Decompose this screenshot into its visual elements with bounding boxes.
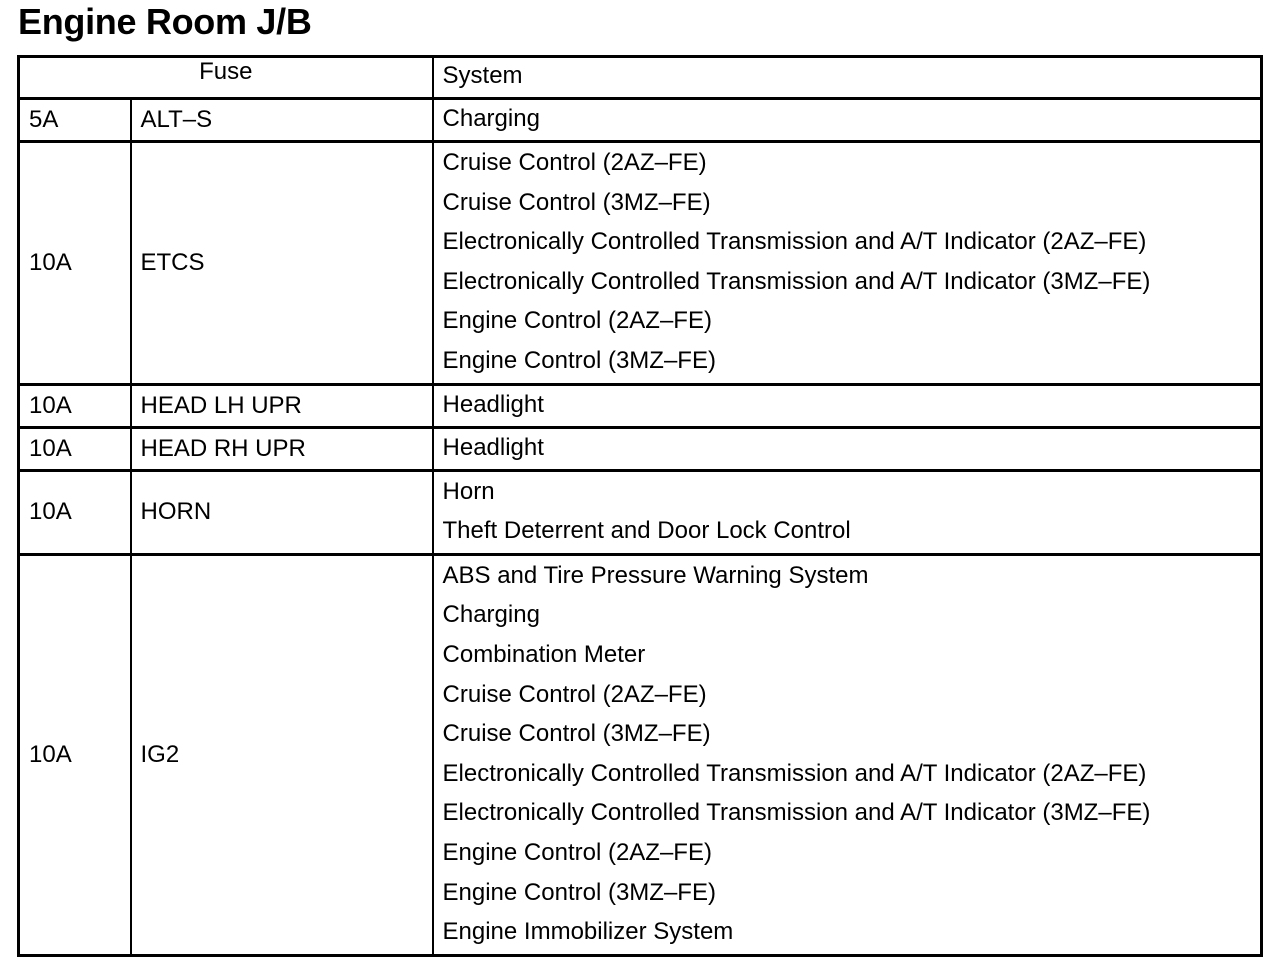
system-item: Cruise Control (2AZ–FE) <box>442 680 707 708</box>
fuse-amperage: 10A <box>19 142 131 385</box>
fuse-table <box>17 55 1263 957</box>
table-row <box>19 99 1262 142</box>
fuse-name: IG2 <box>131 554 433 955</box>
table-row <box>19 470 1262 554</box>
fuse-name: HORN <box>131 470 433 554</box>
fuse-table-body <box>19 99 1262 956</box>
fuse-amperage: 10A <box>19 554 131 955</box>
system-list <box>433 427 1262 470</box>
system-item: Cruise Control (2AZ–FE) <box>442 149 707 176</box>
system-item: Engine Immobilizer System <box>442 918 734 946</box>
table-row <box>19 384 1262 427</box>
system-list <box>433 142 1262 385</box>
fuse-name: HEAD LH UPR <box>131 384 433 427</box>
system-item: Combination Meter <box>442 640 646 668</box>
system-item: Headlight <box>442 433 544 461</box>
system-item: ABS and Tire Pressure Warning System <box>442 561 869 589</box>
system-item: Horn <box>442 477 495 505</box>
fuse-name: ETCS <box>131 142 433 385</box>
column-header-fuse: Fuse <box>19 57 433 99</box>
system-item: Engine Control (2AZ–FE) <box>442 307 712 335</box>
system-item: Cruise Control (3MZ–FE) <box>442 720 711 748</box>
system-item: Engine Control (3MZ–FE) <box>442 878 716 906</box>
page-title: Engine Room J/B <box>18 1 312 42</box>
system-list <box>433 99 1262 142</box>
system-item: Headlight <box>442 390 544 418</box>
system-item: Charging <box>442 601 540 629</box>
table-row <box>19 142 1262 385</box>
fuse-name: ALT–S <box>131 99 433 142</box>
system-item: Electronically Controlled Transmission and A/T Indicator (3MZ–FE) <box>442 267 1151 295</box>
system-list <box>433 384 1262 427</box>
fuse-amperage: 10A <box>19 384 131 427</box>
system-item: Engine Control (2AZ–FE) <box>442 838 712 866</box>
system-item: Cruise Control (3MZ–FE) <box>442 188 711 216</box>
system-list <box>433 554 1262 955</box>
system-item: Charging <box>442 105 540 132</box>
system-list <box>433 470 1262 554</box>
fuse-amperage: 10A <box>19 470 131 554</box>
system-item: Engine Control (3MZ–FE) <box>442 346 716 374</box>
fuse-amperage: 10A <box>19 427 131 470</box>
column-header-system: System <box>433 57 1262 99</box>
fuse-amperage: 5A <box>19 99 131 142</box>
table-row <box>19 427 1262 470</box>
fuse-name: HEAD RH UPR <box>131 427 433 470</box>
table-row <box>19 554 1262 955</box>
system-item: Theft Deterrent and Door Lock Control <box>442 517 851 545</box>
table-header-row <box>19 57 1262 99</box>
system-item: Electronically Controlled Transmission and A/T Indicator (2AZ–FE) <box>442 228 1147 256</box>
system-item: Electronically Controlled Transmission and A/T Indicator (3MZ–FE) <box>442 799 1151 827</box>
system-item: Electronically Controlled Transmission and A/T Indicator (2AZ–FE) <box>442 759 1147 787</box>
